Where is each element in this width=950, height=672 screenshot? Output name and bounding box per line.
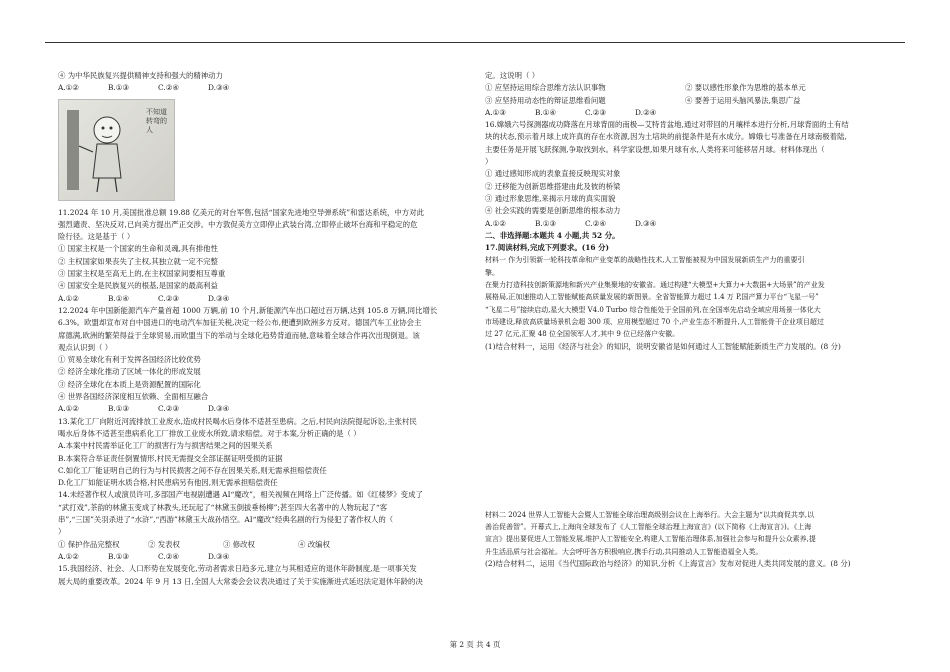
q12-option-1: ① 贸易全球化有利于发挥各国经济比较优势 (58, 355, 201, 365)
q11-choices (58, 293, 458, 305)
q16-option-4: ④ 社会实践的需要是创新思维的根本动力 (485, 206, 621, 216)
q12-line-2: 6.3%。欧盟却宣布对自中国进口的电动汽车加征关税,决定一经公布,便遭到欧洲多方反对。德国汽车工业协会主 (58, 318, 422, 328)
q11-choice-d: D.③④ (208, 293, 230, 303)
cartoon-image (58, 99, 175, 201)
q14-item-2: ② 发表权 (148, 539, 180, 549)
q15-item-3: ③ 应坚持用动态性的辩证思维看问题 (485, 95, 606, 105)
q17-part-1: (1)结合材料一，运用《经济与社会》的知识，说明安徽省是如何通过人工智能赋能新质生产力发展的。(8 分) (485, 341, 841, 351)
q10-option-4: ④ 为中华民族复兴提供精神支持和强大的精神动力 (58, 71, 223, 80)
material-1-line-7: 过 27 亿元,汇聚 48 位全国领军人才,其中 9 位已经落户安徽。 (485, 330, 680, 339)
q13-option-d: D.化工厂如能证明水质合格,村民患病另有他因,则无需承担赔偿责任 (58, 478, 278, 488)
q12-line-3: 席德满,欧洲的繁荣得益于全球贸易,而欧盟当下的举动与全球化趋势背道而驰,意味着全球合作再次出现倒退。该 (58, 330, 420, 340)
q10-choices (58, 82, 458, 94)
q12-choices (58, 403, 458, 415)
q10-choice-a: A.①② (58, 83, 79, 93)
q11-option-4: ④ 国家安全是民族复兴的根基,是国家的最高利益 (58, 281, 218, 291)
q15-item-2: ② 要以感性形象作为思维的基本单元 (685, 83, 806, 93)
q15-choices (485, 107, 895, 119)
header-rule (45, 42, 905, 43)
material-2-line-2: 善治促善智”。开幕式上,上海向全球发布了《人工智能全球治理上海宣言》(以下简称《上海宣言》)。《上海 (485, 523, 812, 532)
q15-choice-d: D.②④ (635, 107, 657, 117)
q14-choice-b: B.①③ (108, 551, 130, 561)
q16-line-2: 块的状态,预示着月球上成许真的存在水资源,因为土培块的前提条件是有水成分。嫦娥七号准备在月球南极着陆, (485, 132, 847, 142)
q14-line-4: ） (58, 527, 66, 537)
q15-choice-c: C.②③ (585, 107, 606, 117)
q14-items (58, 539, 458, 551)
q15-choice-b: B.①④ (535, 107, 557, 117)
section-2-heading: 二、非选择题:本题共 4 小题,共 52 分。 (485, 230, 620, 240)
q14-item-1: ① 保护作品完整权 (58, 539, 120, 549)
q13-line-2: 喝水后身体不适甚至患病系化工厂排放工业废水所致,请求赔偿。对于本案,分析正确的是（ ） (58, 428, 361, 438)
q11-line-2: 强烈谴责、坚决反对,已向美方提出严正交涉。中方敦促美方立即停止武装台湾,立即停止破坏台海和平稳定的危 (58, 219, 418, 229)
q15-item-1: ① 应坚持运用综合思维方法认识事物 (485, 83, 606, 93)
q12-option-4: ④ 世界各国经济深度相互依赖、全面相互融合 (58, 392, 209, 402)
q16-option-1: ① 通过感知形成的表象直接反映现实对象 (485, 169, 621, 179)
material-1-line-2: 擎。 (485, 268, 499, 277)
q11-choice-b: B.①④ (108, 293, 130, 303)
q13-option-a: A.本案中村民需举证化工厂的损害行为与损害结果之间的因果关系 (58, 441, 273, 451)
q10-choice-d: D.③④ (208, 83, 230, 93)
q16-line-4: ） (485, 157, 493, 167)
page-footer: 第 2 页 共 4 页 (449, 640, 501, 649)
q15-choice-a: A.①③ (485, 107, 506, 117)
q14-choice-c: C.②④ (158, 551, 179, 561)
q15-item-4: ④ 要善于运用头脑风暴法,集思广益 (685, 95, 801, 105)
q14-line-1: 14.未经著作权人或演员许可,多部国产电视剧遭遇 AI“魔改”，相关视频在网络上广泛传播。如《红楼梦》变成了 (58, 490, 423, 500)
left-column (58, 70, 458, 588)
material-2-line-1: 材料二 2024 世界人工智能大会暨人工智能全球治理高级别会议在上海举行。大会主题为“以共商促共享,以 (485, 510, 815, 519)
q15-continuation: 定。这说明（ ） (485, 71, 540, 80)
q16-line-1: 16.嫦娥六号探测器成功降落在月球背面的南极—艾特肯盆地,通过对带回的月壤样本进行分析,月球背面的土有结 (485, 120, 849, 130)
q11-option-2: ② 主权国家如果丧失了主权,其独立就一定不完整 (58, 256, 218, 266)
q12-choice-a: A.①② (58, 404, 79, 414)
material-1-line-5: “飞星二号”接续启动,星火大模型 V4.0 Turbo 综合性能处于全国前列,在全国率先启动全域应用场景一体化大 (485, 305, 821, 314)
q15-line-2: 展大局的重要改革。2024 年 9 月 13 日,全国人大常委会会议表决通过了关于实施渐进式延迟法定退休年龄的决 (58, 576, 423, 586)
q13-option-c: C.如化工厂能证明自己的行为与村民损害之间不存在因果关系,则无需承担赔偿责任 (58, 465, 327, 475)
q10-choice-c: C.②④ (158, 83, 179, 93)
q17-title: 17.阅读材料,完成下列要求。(16 分) (485, 243, 609, 253)
q11-choice-c: C.②③ (158, 293, 179, 303)
q12-option-3: ③ 经济全球化在本质上是资源配置的国际化 (58, 379, 201, 389)
q15-line-1: 15.我国经济、社会、人口形势在发展变化,劳动者需求日趋多元,建立与其相适应的退休年龄制度,是一项事关发 (58, 564, 417, 574)
q12-choice-d: D.③④ (208, 404, 230, 414)
q12-choice-c: C.②③ (158, 404, 179, 414)
q14-line-2: “武打戏”,茶韵的林黛玉变成了林教头,还玩起了“林黛玉倒拔垂杨柳”;甚至四大名著中的人物玩起了“客 (58, 502, 388, 512)
q11-option-3: ③ 国家主权是至高无上的,在主权国家间要相互尊重 (58, 269, 226, 279)
q17-part-2: (2)结合材料二，运用《当代国际政治与经济》的知识,分析《上海宣言》发布对促进人类共同发展的意义。(8 分) (485, 559, 851, 569)
material-1-line-4: 展格局,正加速推动人工智能赋能高质量发展的新图景。全省智能算力超过 1.4 万 P,国产算力平台“飞星一号” (485, 293, 819, 302)
q16-choices (485, 218, 895, 230)
q16-choice-d: D.③④ (635, 218, 657, 228)
material-2-line-4: 升生活品质与社会福祉。大会呼吁各方积极响应,携手行动,共同推动人工智能造福全人类。 (485, 547, 763, 556)
q14-item-4: ④ 改编权 (298, 539, 330, 549)
q11-line-1: 11.2024 年 10 月,美国批准总额 19.88 亿美元的对台军售,包括“国家先进地空导弹系统”和雷达系统，中方对此 (58, 207, 424, 217)
q15-items-row-1 (485, 82, 895, 94)
q12-option-2: ② 经济全球化推动了区域一体化的形成发展 (58, 367, 201, 377)
q16-option-3: ③ 通过形象思维,来揭示月球的真实面貌 (485, 193, 616, 203)
q12-choice-b: B.①③ (108, 404, 130, 414)
q16-line-3: 主要任务是开展飞跃探测,争取找到水。科学家设想,如果月球有水,人类将来可能移居月球。材料体现出（ (485, 144, 825, 154)
right-column (485, 70, 895, 570)
q16-choice-c: C.②④ (585, 218, 606, 228)
q14-line-3: 串”,“三国”关羽杀进了“水浒”,“西游”林黛玉大战孙悟空。AI“魔改”经典名剧的行为侵犯了著作权人的（ (58, 515, 394, 525)
q16-option-2: ② 迁移能为创新思维搭建由此及彼的桥梁 (485, 181, 621, 191)
cartoon-caption: 不知道转弯的人 (146, 107, 167, 134)
q16-choice-b: B.①③ (535, 218, 557, 228)
material-1-line-3: 在聚力打造科技创新策源地和新兴产业集聚地的安徽省。通过构建“大模型+大算力+大数据+大场景”的产业发 (485, 281, 825, 290)
material-1-line-6: 市场建设,释放高质量场景机会超 300 项、应用模型超过 70 个,产业生态不断提升,人工智能骨干企业项目超过 (485, 317, 824, 326)
q16-choice-a: A.①② (485, 218, 506, 228)
q13-line-1: 13.某化工厂向附近河流排放工业废水,造成村民喝水后身体不适甚至患病。之后,村民向法院提起诉讼,主张村民 (58, 416, 417, 426)
q12-line-4: 观点认识到（ ） (58, 342, 113, 352)
q11-choice-a: A.①② (58, 293, 79, 303)
material-2-line-3: 宣言》提出要促进人工智能发展,维护人工智能安全,构建人工智能治理体系,加强社会参与和提升公众素养,提 (485, 535, 816, 544)
q14-choices (58, 551, 458, 563)
q11-line-3: 险行径。这是基于（ ） (58, 232, 135, 242)
q11-option-1: ① 国家主权是一个国家的生命和灵魂,具有排他性 (58, 244, 218, 254)
q13-option-b: B.本案符合举证责任倒置情形,村民无需提交全部证据证明受损的证据 (58, 453, 283, 463)
q12-line-1: 12.2024 年中国新能源汽车产量首超 1000 万辆,前 10 个月,新能源汽车出口超过百万辆,达到 105.8 万辆,同比增长 (58, 305, 438, 315)
answer-space-1 (485, 353, 895, 509)
q14-choice-a: A.①② (58, 551, 79, 561)
q15-items-row-2 (485, 95, 895, 107)
material-1-line-1: 材料一 作为引领新一轮科技革命和产业变革的战略性技术,人工智能被视为中国发展新质生产力的重要引 (485, 256, 805, 265)
q14-choice-d: D.③④ (208, 551, 230, 561)
q10-choice-b: B.①③ (108, 83, 130, 93)
q14-item-3: ③ 修改权 (223, 539, 255, 549)
